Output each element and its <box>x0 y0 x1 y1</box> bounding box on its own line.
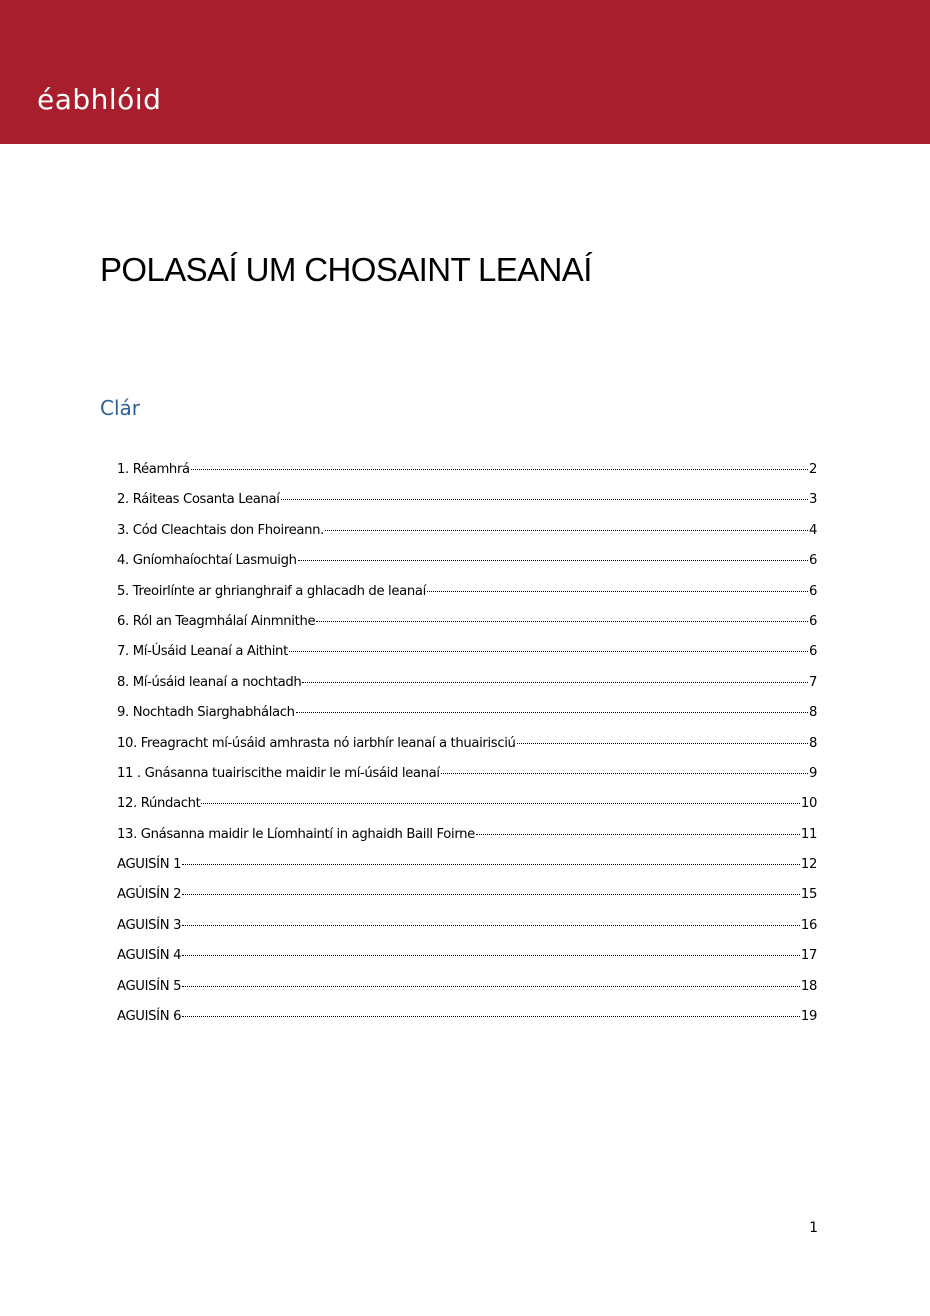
toc-entry-page: 7 <box>808 674 817 690</box>
toc-entry-page: 6 <box>808 553 817 569</box>
toc-entry[interactable] <box>117 766 817 796</box>
toc-entry[interactable] <box>117 1009 817 1039</box>
toc-entry[interactable] <box>117 827 817 857</box>
toc-entry[interactable] <box>117 979 817 1009</box>
toc-entry[interactable] <box>117 492 817 522</box>
header-band <box>0 0 930 144</box>
toc-entry-label: 6. Ról an Teagmhálaí Ainmnithe <box>117 613 316 629</box>
toc-dot-leader <box>427 591 808 592</box>
toc-entry-label: AGUISÍN 1 <box>117 857 182 873</box>
toc-entry-page: 8 <box>808 735 817 751</box>
toc-entry-label: 9. Nochtadh Siarghabhálach <box>117 705 295 721</box>
toc-dot-leader <box>296 712 808 713</box>
toc-entry-label: 5. Treoirlínte ar ghrianghraif a ghlacadh de leanaí <box>117 583 426 599</box>
toc-entry[interactable] <box>117 736 817 766</box>
toc-dot-leader <box>316 621 808 622</box>
brand-logo: éabhlóid <box>37 83 162 116</box>
toc-entry[interactable] <box>117 857 817 887</box>
toc-entry-page: 16 <box>800 917 817 933</box>
toc-entry[interactable] <box>117 948 817 978</box>
toc-entry-label: 7. Mí-Úsáid Leanaí a Aithint <box>117 644 288 660</box>
toc-dot-leader <box>281 499 808 500</box>
toc-entry-page: 2 <box>808 462 817 477</box>
toc-dot-leader <box>182 864 800 865</box>
toc-dot-leader <box>182 955 800 956</box>
toc-entry-page: 18 <box>800 978 817 994</box>
toc-entry-label: 10. Freagracht mí-úsáid amhrasta nó iarbhír leanaí a thuairisciú <box>117 735 516 751</box>
toc-entry-page: 6 <box>808 644 817 660</box>
toc-entry-page: 6 <box>808 613 817 629</box>
toc-dot-leader <box>182 894 800 895</box>
toc-dot-leader <box>182 986 800 987</box>
toc-entry[interactable] <box>117 887 817 917</box>
toc-entry-label: 1. Réamhrá <box>117 462 190 477</box>
toc-entry-label: AGUISÍN 4 <box>117 948 182 964</box>
toc-dot-leader <box>289 651 808 652</box>
toc-entry[interactable] <box>117 796 817 826</box>
toc-entry[interactable] <box>117 614 817 644</box>
toc-entry[interactable] <box>117 553 817 583</box>
toc-entry-label: AGUISÍN 6 <box>117 1009 182 1025</box>
toc-entry[interactable] <box>117 462 817 492</box>
toc-entry[interactable] <box>117 675 817 705</box>
toc-entry-label: 2. Ráiteas Cosanta Leanaí <box>117 492 280 508</box>
page-number: 1 <box>809 1220 818 1236</box>
toc-entry[interactable] <box>117 705 817 735</box>
toc-entry-label: 12. Rúndacht <box>117 796 201 812</box>
toc-entry-page: 10 <box>800 796 817 812</box>
toc-entry-page: 6 <box>808 583 817 599</box>
document-title: POLASAÍ UM CHOSAINT LEANAÍ <box>100 251 592 288</box>
toc-dot-leader <box>201 803 799 804</box>
toc-entry-label: 4. Gníomhaíochtaí Lasmuigh <box>117 553 297 569</box>
toc-entry-label: AGUISÍN 3 <box>117 917 182 933</box>
toc-dot-leader <box>302 682 808 683</box>
toc-entry-label: 3. Cód Cleachtais don Fhoireann. <box>117 522 324 538</box>
toc-entry-page: 19 <box>800 1009 817 1025</box>
toc-entry-label: 11 . Gnásanna tuairiscithe maidir le mí-úsáid leanaí <box>117 765 440 781</box>
toc-entry-label: AGÚISÍN 2 <box>117 887 182 903</box>
toc-dot-leader <box>517 743 808 744</box>
toc-entry-page: 11 <box>800 826 817 842</box>
toc-dot-leader <box>182 925 800 926</box>
toc-entry-page: 3 <box>808 492 817 508</box>
toc-entry-page: 15 <box>800 887 817 903</box>
toc-heading: Clár <box>100 396 140 420</box>
toc-entry-page: 17 <box>800 948 817 964</box>
toc-entry[interactable] <box>117 523 817 553</box>
toc-entry-page: 9 <box>808 765 817 781</box>
toc-dot-leader <box>298 560 808 561</box>
toc-entry-label: 13. Gnásanna maidir le Líomhaintí in aghaidh Baill Foirne <box>117 826 475 842</box>
toc-entry-page: 4 <box>808 522 817 538</box>
toc-entry[interactable] <box>117 918 817 948</box>
toc-dot-leader <box>325 530 808 531</box>
toc-dot-leader <box>476 834 800 835</box>
toc-entry-label: 8. Mí-úsáid leanaí a nochtadh <box>117 674 302 690</box>
toc-dot-leader <box>191 469 808 470</box>
toc-dot-leader <box>441 773 808 774</box>
toc-entry[interactable] <box>117 644 817 674</box>
toc-entry-label: AGUISÍN 5 <box>117 978 182 994</box>
toc-entry[interactable] <box>117 584 817 614</box>
toc-dot-leader <box>182 1016 800 1017</box>
toc-entry-page: 8 <box>808 705 817 721</box>
toc-entry-page: 12 <box>800 857 817 873</box>
table-of-contents <box>117 462 817 1039</box>
